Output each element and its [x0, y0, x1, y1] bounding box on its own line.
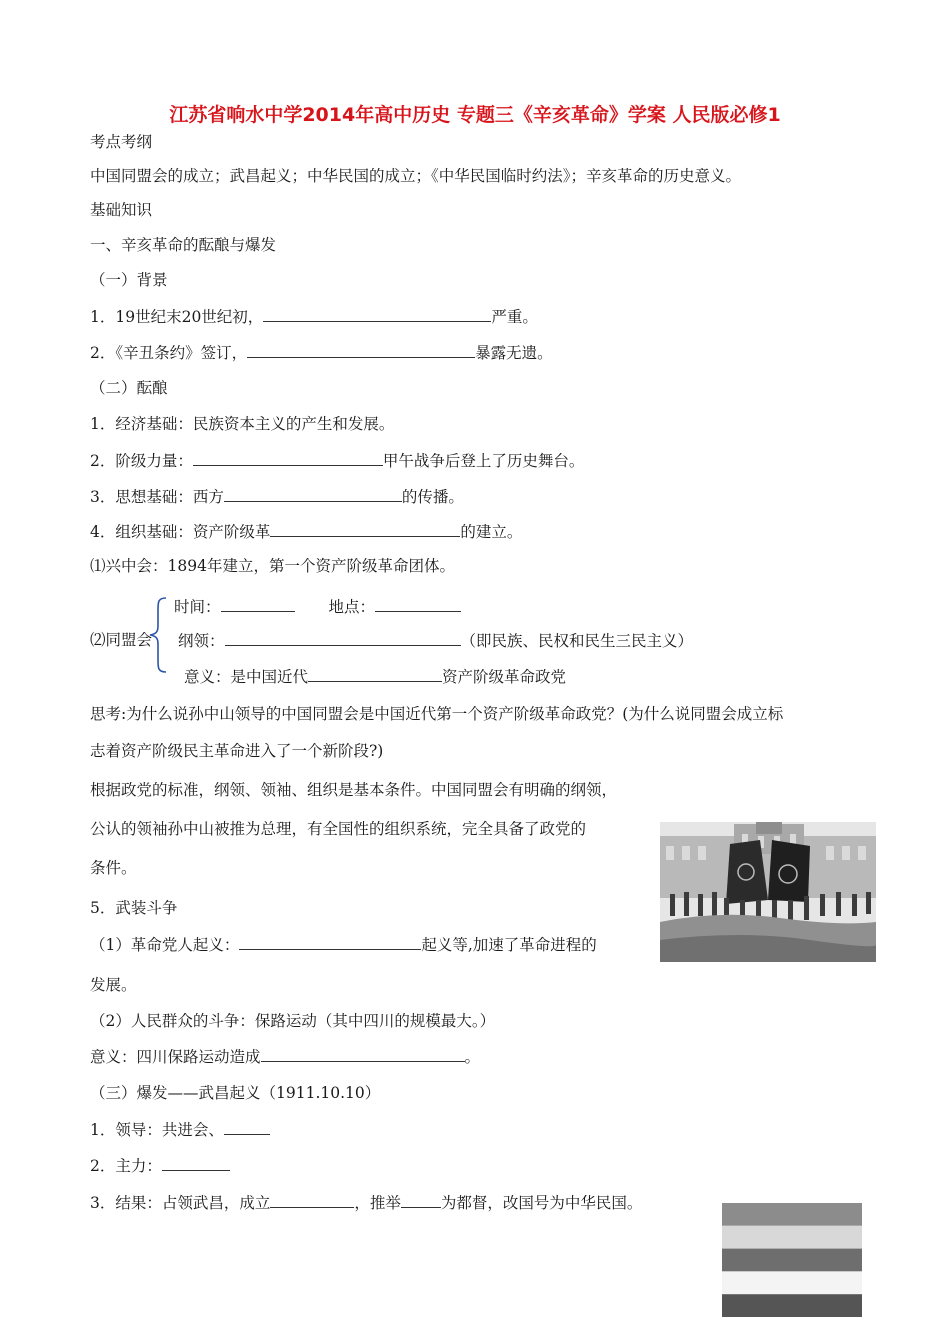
fill-blank[interactable] [270, 1192, 354, 1208]
item-text: 意义：四川保路运动造成 [90, 1048, 261, 1066]
item-text: 1．领导：共进会、 [90, 1121, 224, 1139]
item-text: 1．19世纪末20世纪初， [90, 308, 264, 326]
flag-stripe [722, 1226, 862, 1249]
fill-blank[interactable] [193, 450, 383, 466]
brewing-item-3 [90, 486, 464, 507]
fill-blank[interactable] [224, 486, 402, 502]
item-text: 时间： [174, 598, 221, 616]
think-question-line-1: 思考:为什么说孙中山领导的中国同盟会是中国近代第一个资产阶级革命政党？(为什么说同盟会成立标 [90, 705, 784, 723]
item-text: 2．主力： [90, 1157, 162, 1175]
outbreak-heading: （三）爆发——武昌起义（1911.10.10） [90, 1084, 381, 1102]
fill-blank[interactable] [263, 306, 491, 322]
tongmenghui-program [178, 630, 693, 651]
brewing-item-2 [90, 450, 584, 471]
think-answer-line-3: 条件。 [90, 859, 137, 877]
item-text: 的建立。 [460, 523, 523, 541]
armed-struggle-heading: 5．武装斗争 [90, 899, 178, 917]
flag-stripe [722, 1271, 862, 1294]
outbreak-item-1 [90, 1119, 270, 1140]
fill-blank[interactable] [308, 666, 442, 682]
flag-stripe [722, 1294, 862, 1317]
think-answer-line-2: 公认的领袖孙中山被推为总理，有全国性的组织系统，完全具备了政党的 [90, 820, 587, 838]
tongmenghui-meaning [184, 666, 566, 687]
fill-blank[interactable] [225, 630, 461, 646]
item-text: 严重。 [491, 308, 538, 326]
item-text: 意义：是中国近代 [184, 668, 309, 686]
item-text: 地点： [328, 598, 376, 616]
fill-blank[interactable] [162, 1155, 230, 1171]
background-heading: （一）背景 [90, 271, 168, 289]
item-text: 的传播。 [401, 488, 464, 506]
outline-heading: 考点考纲 [90, 133, 153, 151]
basics-heading: 基础知识 [90, 201, 153, 219]
think-answer-line-1: 根据政党的标准，纲领、领袖、组织是基本条件。中国同盟会有明确的纲领， [90, 781, 618, 799]
item-text: 纲领： [178, 632, 225, 650]
item-text: （即民族、民权和民生三民主义） [460, 632, 694, 650]
armed-item-2: （2）人民群众的斗争：保路运动（其中四川的规模最大。） [90, 1012, 496, 1030]
background-item-1 [90, 306, 538, 327]
tongmenghui-time [174, 596, 461, 617]
xingzhonghui-item: ⑴兴中会：1894年建立，第一个资产阶级革命团体。 [90, 557, 455, 575]
armed-item-1-continued: 发展。 [90, 976, 137, 994]
item-text: 甲午战争后登上了历史舞台。 [382, 452, 585, 470]
item-text: ，推举 [354, 1194, 401, 1212]
outline-text: 中国同盟会的成立；武昌起义；中华民国的成立；《中华民国临时约法》；辛亥革命的历史意义。 [90, 167, 742, 185]
tongmenghui-label: ⑵同盟会 [90, 631, 153, 649]
fill-blank[interactable] [261, 1046, 465, 1062]
fill-blank[interactable] [247, 342, 475, 358]
five-color-flag-image [722, 1203, 862, 1317]
fill-blank[interactable] [224, 1119, 270, 1135]
background-item-2 [90, 342, 553, 363]
brewing-item-1: 1．经济基础：民族资本主义的产生和发展。 [90, 415, 395, 433]
section1-heading: 一、辛亥革命的酝酿与爆发 [90, 236, 277, 254]
fill-blank[interactable] [221, 596, 295, 612]
fill-blank[interactable] [375, 596, 461, 612]
item-text: 3．思想基础：西方 [90, 488, 224, 506]
think-question-line-2: 志着资产阶级民主革命进入了一个新阶段?) [90, 742, 384, 760]
armed-item-1 [90, 934, 597, 955]
item-text: 资产阶级革命政党 [442, 668, 567, 686]
item-text: 2．阶级力量： [90, 452, 193, 470]
item-text: 。 [464, 1048, 481, 1066]
flag-stripe [722, 1203, 862, 1226]
item-text: 为都督，改国号为中华民国。 [440, 1194, 643, 1212]
item-text: 3．结果：占领武昌，成立 [90, 1194, 271, 1212]
item-text: 起义等,加速了革命进程的 [421, 936, 597, 954]
item-text: 2．《辛丑条约》签订， [90, 344, 248, 362]
fill-blank[interactable] [401, 1192, 441, 1208]
fill-blank[interactable] [270, 521, 460, 537]
item-text: 4．组织基础：资产阶级革 [90, 523, 271, 541]
flag-stripe [722, 1249, 862, 1272]
armed-meaning [90, 1046, 480, 1067]
outbreak-item-3 [90, 1192, 642, 1213]
outbreak-item-2 [90, 1155, 230, 1176]
brewing-item-4 [90, 521, 522, 542]
item-text: 暴露无遗。 [475, 344, 553, 362]
item-text: （1）革命党人起义： [90, 936, 240, 954]
historical-photo [660, 822, 876, 962]
brewing-heading: （二）酝酿 [90, 379, 168, 397]
document-title: 江苏省响水中学2014年高中历史 专题三《辛亥革命》学案 人民版必修1 [169, 104, 781, 126]
fill-blank[interactable] [239, 934, 421, 950]
